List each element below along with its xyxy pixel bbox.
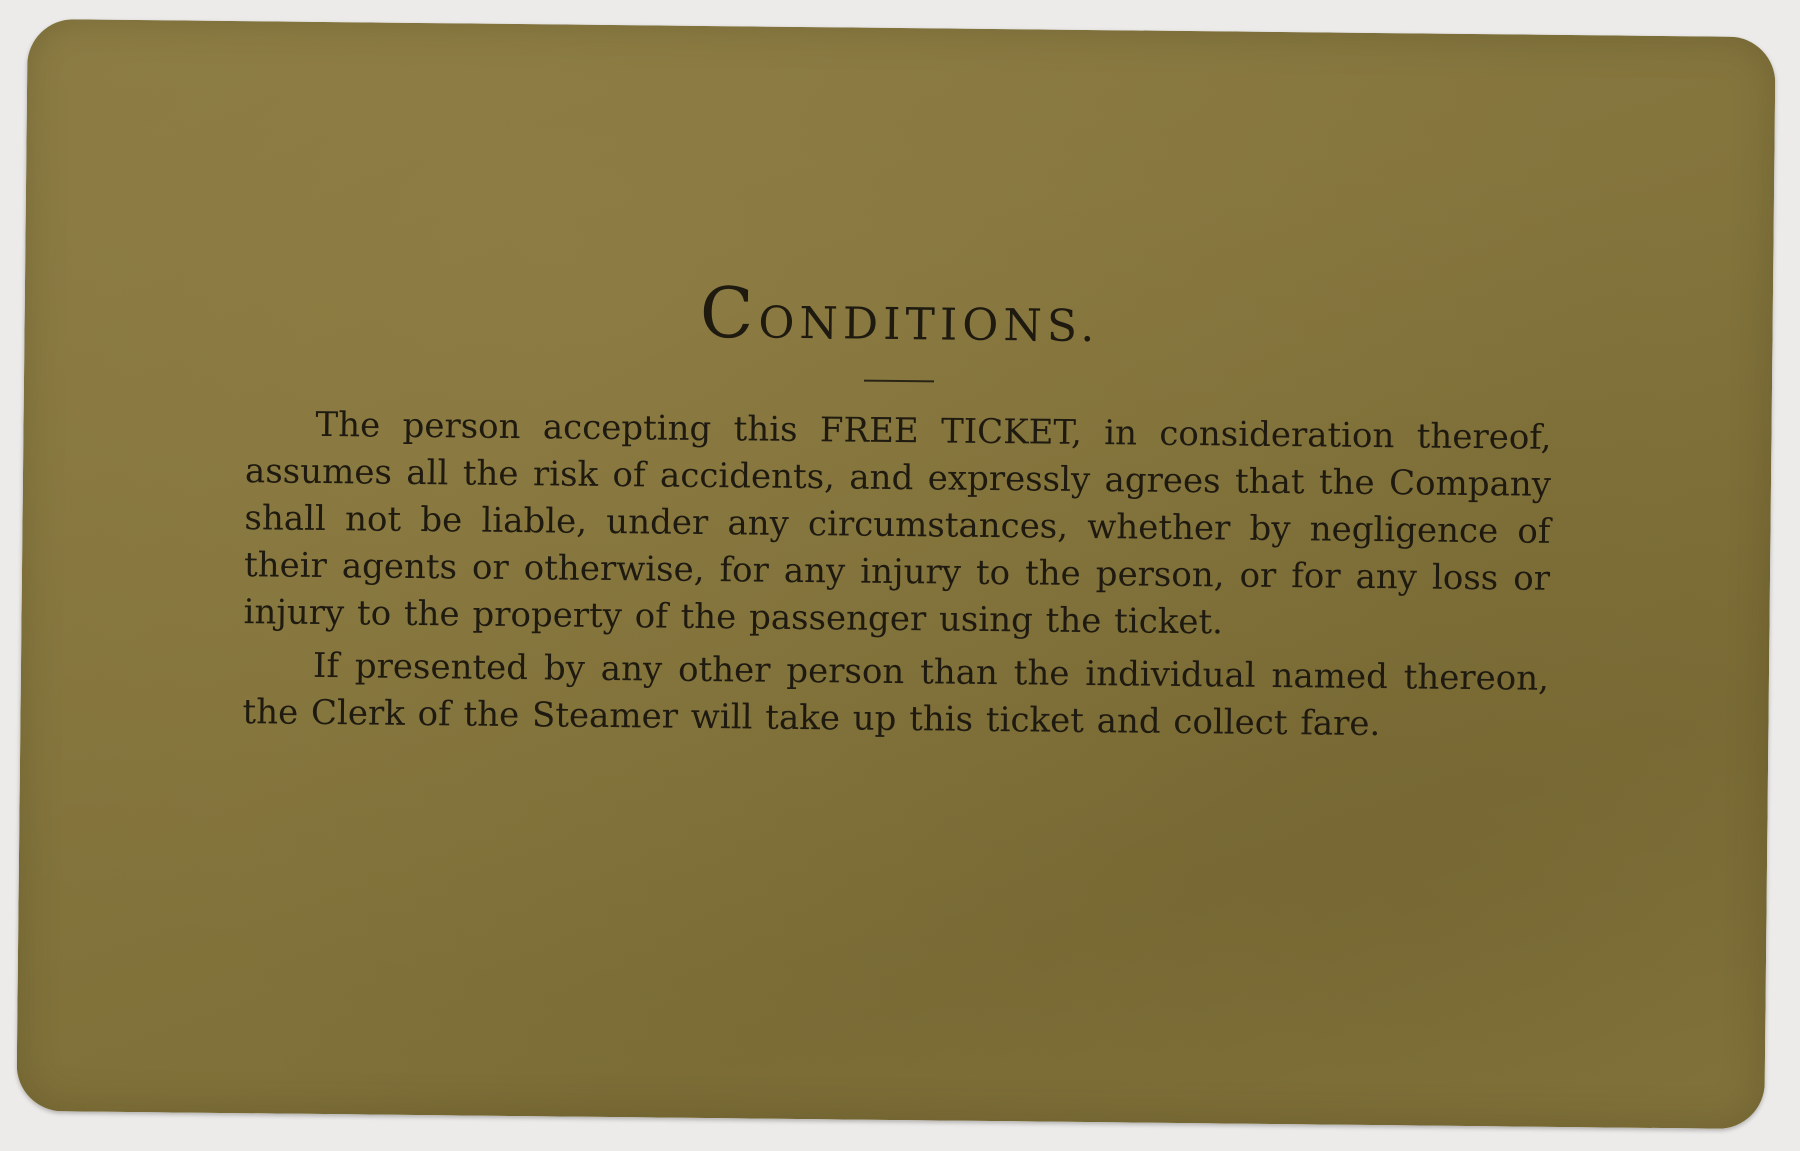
- ticket-card: [16, 19, 1775, 1129]
- conditions-paragraph-2: If presented by any other person than the individual named thereon, the Clerk of the Steamer will take up this ticket and collect fare.: [242, 645, 1550, 745]
- ticket-content: [242, 273, 1553, 756]
- heading-initial: C: [699, 271, 759, 355]
- conditions-paragraph-1: The person accepting this FREE TICKET, in consideration thereof, assumes all the risk of accidents, and expressly agrees that the Company shall not be liable, under any circumstances, whether by negligence of their agents or otherwise, for any injury to the person, or for any loss or injury to the property of the passenger using the ticket.: [243, 404, 1552, 643]
- conditions-heading: [246, 273, 1553, 357]
- heading-divider: [864, 380, 934, 383]
- heading-text: ONDITIONS.: [758, 297, 1100, 353]
